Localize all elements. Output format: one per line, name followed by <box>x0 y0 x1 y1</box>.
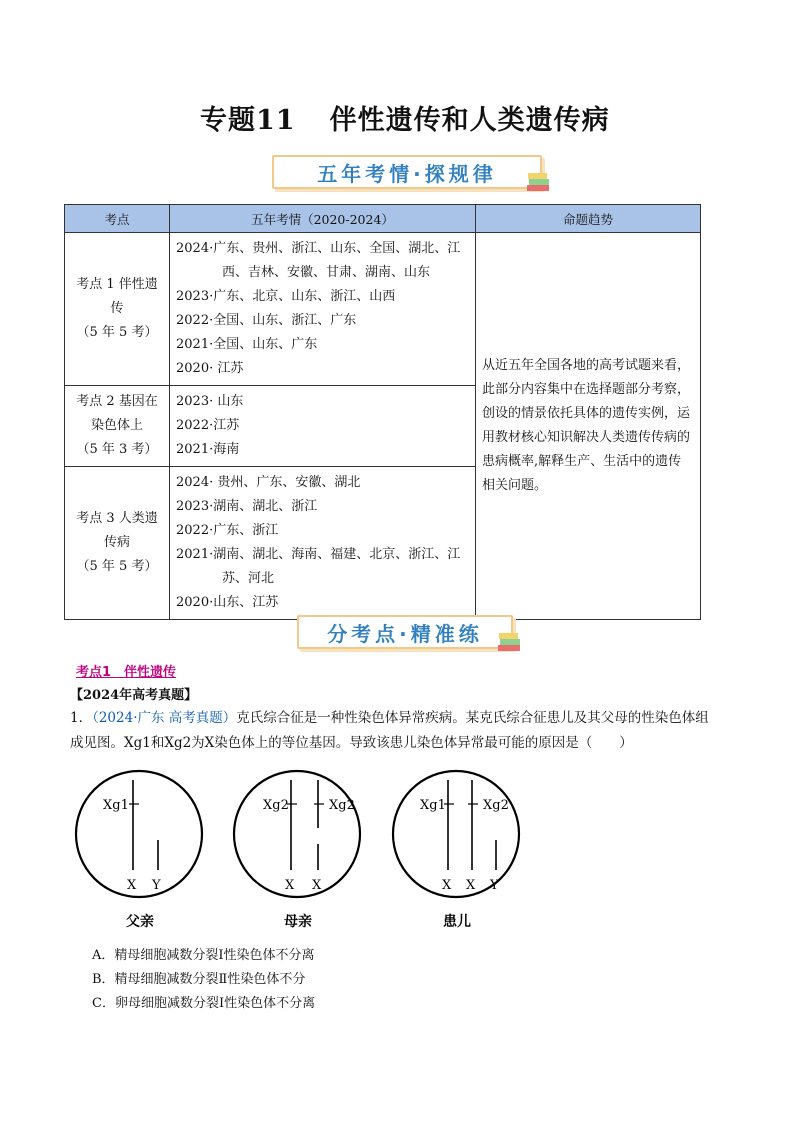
mother-chrom-x1: X <box>285 878 295 893</box>
question-1 <box>70 706 720 756</box>
header-years: 五年考情（2020-2024） <box>170 205 476 233</box>
option-a[interactable]: A．精母细胞减数分裂Ⅰ性染色体不分离 <box>92 948 315 963</box>
section-heading: 考点1 伴性遗传 <box>76 665 177 680</box>
child-chrom-y: Y <box>490 878 499 893</box>
banner-five-year-text: 五年考情·探规律 <box>317 161 497 186</box>
option-c[interactable]: C．卵母细胞减数分裂Ⅰ性染色体不分离 <box>92 996 316 1011</box>
header-trend: 命题趋势 <box>476 205 701 233</box>
books-icon <box>497 631 523 653</box>
topic-number: 专题11 <box>200 105 296 136</box>
banner-practice <box>297 615 513 649</box>
child-caption: 患儿 <box>443 914 471 930</box>
child-chrom-x2: X <box>466 878 476 893</box>
mother-chrom-x2: X <box>312 878 322 893</box>
topic-title: 伴性遗传和人类遗传病 <box>329 105 610 136</box>
question-number: 1． <box>70 710 93 726</box>
father-cell <box>76 771 202 930</box>
question-source: （2024·广东 高考真题） <box>92 710 237 726</box>
father-caption: 父亲 <box>126 914 154 930</box>
sub-heading: 【2024年高考真题】 <box>70 688 198 703</box>
answer-options <box>92 944 315 1016</box>
option-b[interactable]: B．精母细胞减数分裂Ⅱ性染色体不分 <box>92 972 306 987</box>
father-chrom-y: Y <box>152 878 161 893</box>
banner-five-year <box>272 155 542 189</box>
chromosome-figure <box>70 768 509 938</box>
child-gene-right: Xg2 <box>483 798 509 813</box>
father-gene-label: Xg1 <box>103 798 129 813</box>
question-text: 克氏综合征是一种性染色体异常疾病。某克氏综合征患儿及其父母的性染色体组成见图。Xg1和Xg2为X染色体上的等位基因。导致该患儿染色体异常最可能的原因是（ ） <box>70 710 709 751</box>
kp-cell-3: 考点 3 人类遗 传病 （5 年 5 考） <box>65 467 170 620</box>
header-kp: 考点 <box>65 205 170 233</box>
years-cell-2: 2023· 山东 2022·江苏 2021·海南 <box>170 386 476 467</box>
father-chrom-x: X <box>127 878 137 893</box>
mother-gene-left: Xg2 <box>263 798 289 813</box>
child-cell <box>393 771 519 930</box>
kp-cell-1: 考点 1 伴性遗 传 （5 年 5 考） <box>65 233 170 386</box>
page-title <box>200 98 610 137</box>
years-cell-1: 2024·广东、贵州、浙江、山东、全国、湖北、江西、吉林、安徽、甘肃、湖南、山东 2023·广东、北京、山东、浙江、山西 2022·全国、山东、浙江、广东 2021·全国、山东、广东 2020· 江苏 <box>170 233 476 386</box>
years-cell-3: 2024· 贵州、广东、安徽、湖北 2023·湖南、湖北、浙江 2022·广东、浙江 2021·湖南、湖北、海南、福建、北京、浙江、江苏、河北 2020·山东、江苏 <box>170 467 476 620</box>
exam-summary-table <box>64 204 701 620</box>
mother-gene-right: Xg2 <box>329 798 355 813</box>
banner-practice-text: 分考点·精准练 <box>327 621 483 646</box>
kp-cell-2: 考点 2 基因在 染色体上 （5 年 3 考） <box>65 386 170 467</box>
child-gene-left: Xg1 <box>420 798 446 813</box>
child-chrom-x1: X <box>442 878 452 893</box>
mother-cell <box>234 771 360 930</box>
trend-cell: 从近五年全国各地的高考试题来看， 此部分内容集中在选择题部分考察，创设的情景依托具体的遗传实例，运用教材核心知识解决人类遗传传病的患病概率,解释生产、生活中的遗传相关问题。 <box>476 233 701 620</box>
mother-caption: 母亲 <box>284 914 312 930</box>
books-icon <box>526 171 552 193</box>
